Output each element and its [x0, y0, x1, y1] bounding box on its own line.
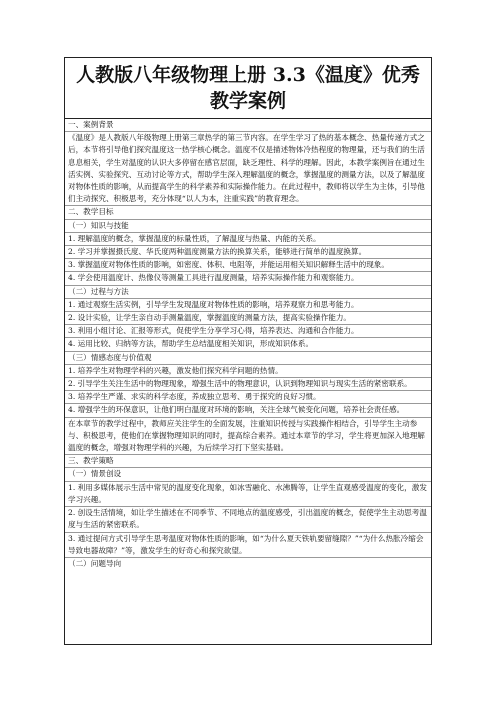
document-row: 1. 通过观察生活实例，引导学生发现温度对物体性质的影响，培养观察力和思考能力。	[65, 299, 431, 312]
document-row: 一、案例背景	[65, 119, 431, 132]
document-row: 二、教学目标	[65, 206, 431, 219]
document-row: 三、教学策略	[65, 455, 431, 468]
document-row: 1. 利用多媒体展示生活中常见的温度变化现象，如冰雪融化、水沸腾等，让学生直观感受温度的变化，激发学习兴趣。	[65, 482, 431, 507]
document-row: （一）情景创设	[65, 468, 431, 481]
document-row: 在本章节的教学过程中，教师应关注学生的全面发展，注重知识传授与实践操作相结合，引导学生主动参与、积极思考，使他们在掌握物理知识的同时，提高综合素养。通过本章节的学习，学生将更加深入地理解温度的概念，增强对物理学科的兴趣，为后续学习打下坚实基础。	[65, 418, 431, 456]
document-row: 2. 学习并掌握摄氏度、华氏度两种温度测量方法的换算关系，能够进行简单的温度换算。	[65, 246, 431, 259]
document-row: 1. 培养学生对物理学科的兴趣，激发他们探究科学问题的热情。	[65, 365, 431, 378]
document-body	[65, 119, 431, 570]
document-row: 3. 培养学生严谨、求实的科学态度，养成独立思考、勇于探究的良好习惯。	[65, 391, 431, 404]
document-row: 《温度》是人教版八年级物理上册第三章热学的第三节内容。在学生学习了热的基本概念、热量传递方式之后，本节将引导他们探究温度这一热学核心概念。温度不仅是描述物体冷热程度的物理量，还与我们的生活息息相关，学生对温度的认识大多停留在感官层面，缺乏理性、科学的理解。因此，本教学案例旨在通过生活实例、实验探究、互动讨论等方式，帮助学生深入理解温度的概念，掌握温度的测量方法，以及了解温度对物体性质的影响，从而提高学生的科学素养和实际操作能力。在此过程中，教师将以学生为主体，引导他们主动探究、积极思考，充分体现“以人为本，注重实践”的教育理念。	[65, 132, 431, 206]
document-title: 人教版八年级物理上册 3.3《温度》优秀教学案例	[65, 58, 431, 119]
document-row: 2. 设计实验，让学生亲自动手测量温度，掌握温度的测量方法，提高实验操作能力。	[65, 312, 431, 325]
document-row: （一）知识与技能	[65, 220, 431, 233]
document-row: 4. 学会使用温度计、热像仪等测量工具进行温度测量，培养实际操作能力和观察能力。	[65, 272, 431, 285]
document-frame	[64, 57, 432, 645]
document-row: 3. 利用小组讨论、汇报等形式，促使学生分享学习心得，培养表达、沟通和合作能力。	[65, 325, 431, 338]
document-row: （三）情感态度与价值观	[65, 352, 431, 365]
document-row: 3. 通过提问方式引导学生思考温度对物体性质的影响，如“为什么夏天铁轨要留缝隙？”“为什么热胀冷缩会导致电器故障？”等，激发学生的好奇心和探究欲望。	[65, 533, 431, 558]
document-row: 1. 理解温度的概念，掌握温度的标量性质，了解温度与热量、内能的关系。	[65, 233, 431, 246]
document-row: 4. 运用比较、归纳等方法，帮助学生总结温度相关知识，形成知识体系。	[65, 338, 431, 351]
document-row: 2. 创设生活情境，如让学生描述在不同季节、不同地点的温度感受，引出温度的概念，促使学生主动思考温度与生活的紧密联系。	[65, 507, 431, 532]
document-row: 4. 增强学生的环保意识，让他们明白温度对环境的影响，关注全球气候变化问题，培养社会责任感。	[65, 404, 431, 417]
document-row: 2. 引导学生关注生活中的物理现象，增强生活中的物理意识，认识到物理知识与现实生活的紧密联系。	[65, 378, 431, 391]
document-row: （二）过程与方法	[65, 286, 431, 299]
document-row: （二）问题导向	[68, 558, 122, 568]
document-row: 3. 掌握温度对物体性质的影响，如密度、体积、电阻等，并能运用相关知识解释生活中的现象。	[65, 259, 431, 272]
